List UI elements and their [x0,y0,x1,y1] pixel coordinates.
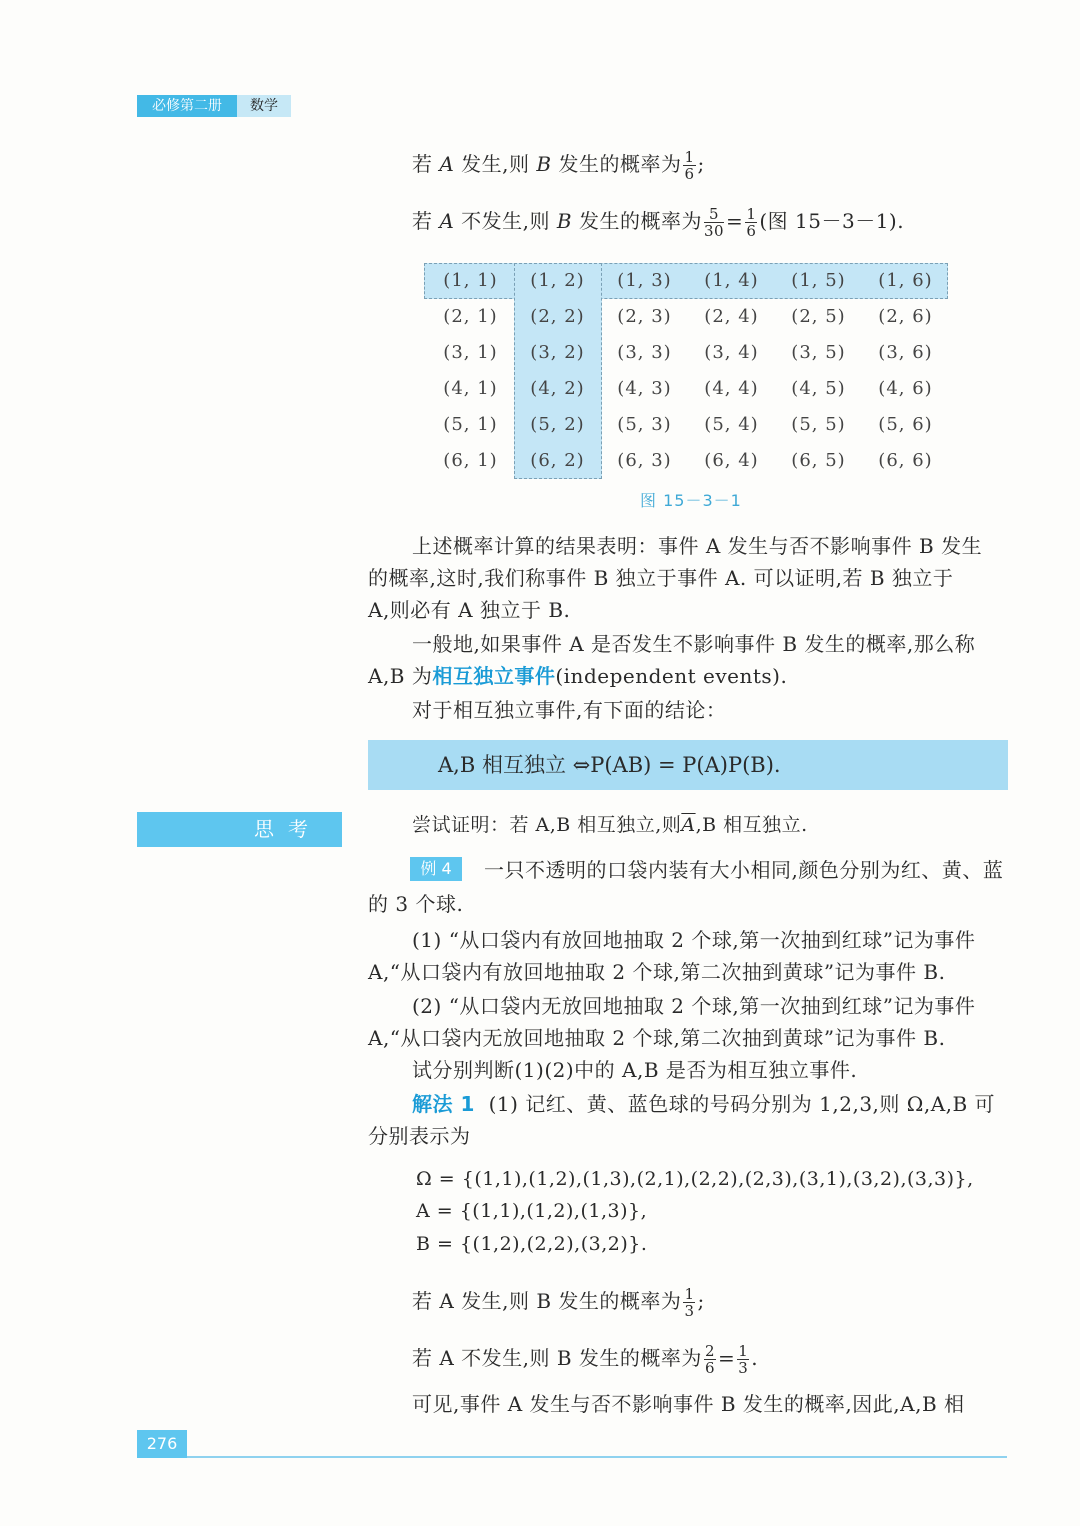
grid-cell: (2, 5) [791,306,846,327]
grid-cell: (5, 6) [878,414,933,435]
solution-line2: 分别表示为 [368,1124,471,1148]
grid-cell: (6, 1) [443,450,498,471]
grid-cell: (5, 2) [530,414,585,435]
text: ,B 相互独立. [695,814,808,836]
grid-cell: (6, 2) [530,450,585,471]
text: . [751,1346,759,1370]
grid-cell: (6, 3) [617,450,672,471]
text: 发生的概率为 [578,209,702,233]
fraction [683,149,695,182]
grid-cell: (3, 4) [704,342,759,363]
text: 若 [412,152,433,176]
text: 若 A 发生,则 B 发生的概率为 [412,1289,682,1313]
denominator: 6 [746,222,757,240]
numerator: 1 [684,148,695,166]
fraction [745,206,757,239]
result-line1 [412,1285,705,1319]
example-p2a: (2) “从口袋内无放回地抽取 2 个球,第一次抽到红球”记为事件 [412,994,976,1018]
numerator: 5 [704,206,724,223]
grid-cell: (3, 2) [530,342,585,363]
numerator: 1 [684,1285,695,1303]
grid-cell: (6, 5) [791,450,846,471]
para1-line1: 上述概率计算的结果表明：事件 A 发生与否不影响事件 B 发生 [412,534,983,558]
text: (图 15－3－1). [759,209,905,233]
book-volume-label: 必修第二册 [137,95,237,117]
para1-line3: A,则必有 A 独立于 B. [368,598,571,622]
fraction [704,206,724,239]
grid-cell: (4, 5) [791,378,846,399]
grid-cell: (1, 3) [617,270,672,291]
para2-line2 [368,660,787,692]
numerator: 1 [746,205,757,223]
example-p2b: A,“从口袋内无放回地抽取 2 个球,第二次抽到黄球”记为事件 B. [368,1026,946,1050]
denominator: 30 [703,222,725,240]
text: 尝试证明：若 A,B 相互独立,则 [412,814,682,836]
footer-rule [187,1456,1007,1458]
grid-cell: (1, 5) [791,270,846,291]
a-bar: $\overline{A}$ [681,814,696,836]
grid-cell: (4, 4) [704,378,759,399]
numerator: 2 [704,1342,715,1360]
fraction [683,1286,695,1319]
grid-cell: (5, 5) [791,414,846,435]
grid-cell: (6, 6) [878,450,933,471]
page-number: 276 [137,1430,187,1458]
numerator: 1 [738,1342,749,1360]
example-question: 试分别判断(1)(2)中的 A,B 是否为相互独立事件. [412,1058,858,1082]
grid-cell: (2, 4) [704,306,759,327]
grid-cell: (5, 4) [704,414,759,435]
example-p1b: A,“从口袋内有放回地抽取 2 个球,第二次抽到黄球”记为事件 B. [368,960,946,984]
grid-cell: (5, 3) [617,414,672,435]
grid-cell: (3, 6) [878,342,933,363]
grid-cell: (1, 2) [530,270,585,291]
equals: = [726,209,744,233]
grid-cell: (4, 2) [530,378,585,399]
text: (1) 记红、黄、蓝色球的号码分别为 1,2,3,则 Ω,A,B 可 [488,1092,996,1116]
outcome-grid [427,263,951,479]
grid-cell: (2, 1) [443,306,498,327]
text: A,B 为 [368,664,433,688]
result-line2 [412,1342,758,1376]
para3: 对于相互独立事件,有下面的结论： [412,698,727,722]
set-a: A = {(1,1),(1,2),(1,3)}, [416,1200,648,1222]
solution-line1 [412,1088,995,1120]
denominator: 6 [684,165,695,183]
prob-line-2: 若 A 不发生,则 B 发生的概率为 $\frac{5}{30}$ = $\frac{1}{6}$ (图 15－3－1). [412,205,905,240]
grid-cell: (3, 1) [443,342,498,363]
grid-cell: (1, 6) [878,270,933,291]
key-term: 相互独立事件 [432,664,556,688]
equals: = [717,1346,736,1370]
example-tag: 例 4 [410,857,462,881]
example-p1a: (1) “从口袋内有放回地抽取 2 个球,第一次抽到红球”记为事件 [412,928,976,952]
text: ; [697,152,705,176]
grid-cell: (5, 1) [443,414,498,435]
text: 发生的概率为 [558,152,682,176]
text: 不发生,则 [461,209,551,233]
denominator: 3 [684,1302,695,1320]
text: 若 [412,209,433,233]
grid-cell: (1, 4) [704,270,759,291]
grid-cell: (3, 3) [617,342,672,363]
omega-set: Ω = {(1,1),(1,2),(1,3),(2,1),(2,2),(2,3),(3,1),(3,2),(3,3)}, [416,1168,974,1190]
conclusion-line: 可见,事件 A 发生与否不影响事件 B 发生的概率,因此,A,B 相 [412,1392,965,1416]
set-b: B = {(1,2),(2,2),(3,2)}. [416,1233,648,1255]
prob-line-1: 若 A 发生,则 B 发生的概率为 $\frac{1}{6}$ ; [412,148,705,183]
text: ; [697,1289,705,1313]
denominator: 3 [738,1359,749,1377]
para1-line2: 的概率,这时,我们称事件 B 独立于事件 A. 可以证明,若 B 独立于 [368,566,954,590]
figure-caption: 图 15－3－1 [640,491,742,510]
grid-cell: (4, 1) [443,378,498,399]
solution-label: 解法 1 [412,1092,475,1116]
think-label: 思考 [137,812,342,847]
example-line2: 的 3 个球. [368,892,464,916]
denominator: 6 [704,1359,715,1377]
subject-label: 数学 [237,95,291,117]
grid-cell: (4, 3) [617,378,672,399]
grid-cell: (2, 2) [530,306,585,327]
para2-line1: 一般地,如果事件 A 是否发生不影响事件 B 发生的概率,那么称 [412,632,976,656]
grid-cell: (4, 6) [878,378,933,399]
formula-text: A,B 相互独立 ⇔P(AB) = P(A)P(B). [438,753,781,777]
grid-cell: (3, 5) [791,342,846,363]
grid-cell: (1, 1) [443,270,498,291]
grid-cell: (6, 4) [704,450,759,471]
formula-box [368,740,1008,790]
fraction [704,1343,716,1376]
grid-cell: (2, 6) [878,306,933,327]
example-line1: 一只不透明的口袋内装有大小相同,颜色分别为红、黄、蓝 [484,858,1004,882]
text: 发生,则 [461,152,530,176]
grid-cell: (2, 3) [617,306,672,327]
think-text [412,809,808,841]
text: 若 A 不发生,则 B 发生的概率为 [412,1346,702,1370]
fraction [737,1343,749,1376]
text: (independent events). [555,664,788,688]
